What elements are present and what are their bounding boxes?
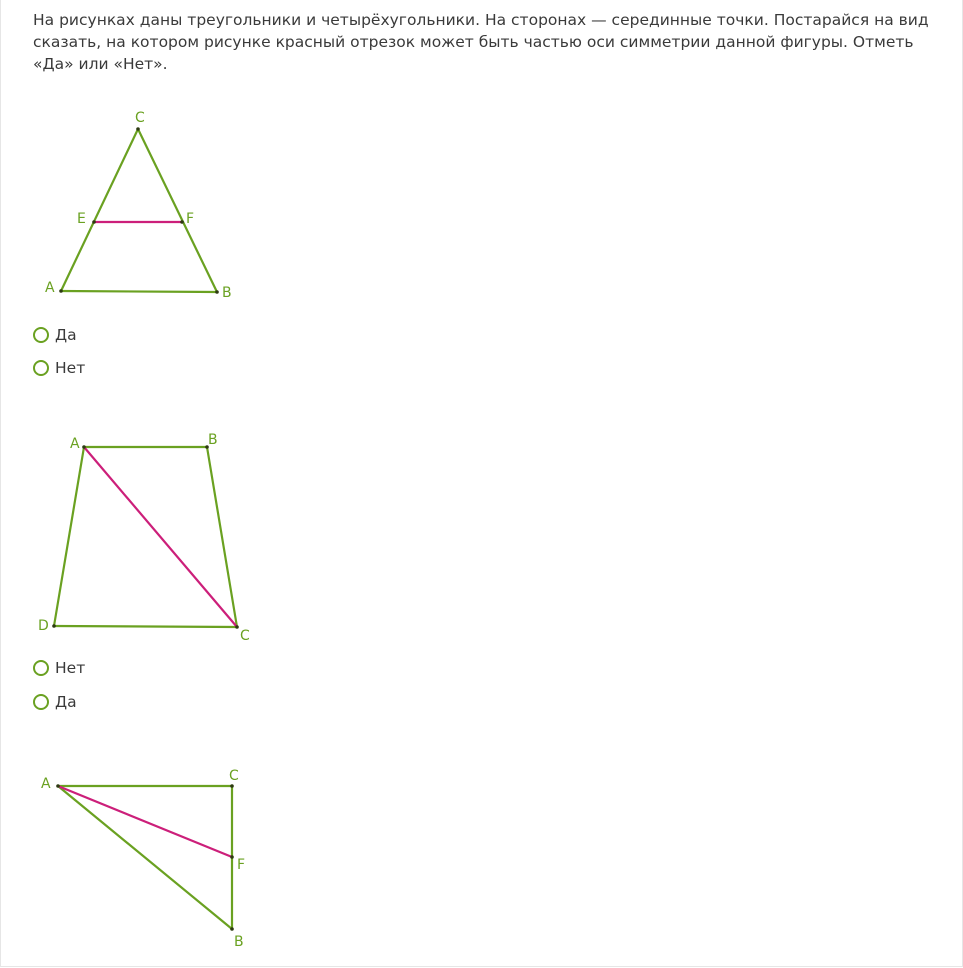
label-a: A [45, 280, 55, 296]
figure-3-triangle [0, 0, 300, 966]
label-a: A [41, 776, 51, 792]
option-label: Да [55, 693, 77, 711]
label-b: B [208, 432, 218, 448]
label-b: B [234, 934, 244, 950]
point-b [230, 927, 234, 931]
question-text: На рисунках даны треугольники и четырёхугольники. На сторонах — серединные точки. Постарайся на вид сказать, на котором рисунке красный отрезок может быть частью оси симметрии данной фигуры. Отметь «Да» или «Нет». [33, 11, 929, 73]
option-label: Нет [55, 359, 86, 377]
point-c [230, 784, 234, 788]
label-c: C [229, 768, 239, 784]
option-label: Нет [55, 659, 86, 677]
label-c: C [135, 110, 145, 126]
label-e: E [77, 211, 86, 227]
label-f: F [237, 857, 246, 873]
label-a: A [70, 436, 80, 452]
figure-3-svg [0, 0, 300, 966]
point-a [56, 784, 60, 788]
side-ab [58, 786, 232, 929]
red-segment-af [58, 786, 232, 857]
label-f: F [186, 211, 195, 227]
label-c: C [240, 628, 250, 644]
point-f [230, 855, 234, 859]
option-label: Да [55, 326, 77, 344]
label-b: B [222, 285, 232, 301]
label-d: D [38, 618, 49, 634]
